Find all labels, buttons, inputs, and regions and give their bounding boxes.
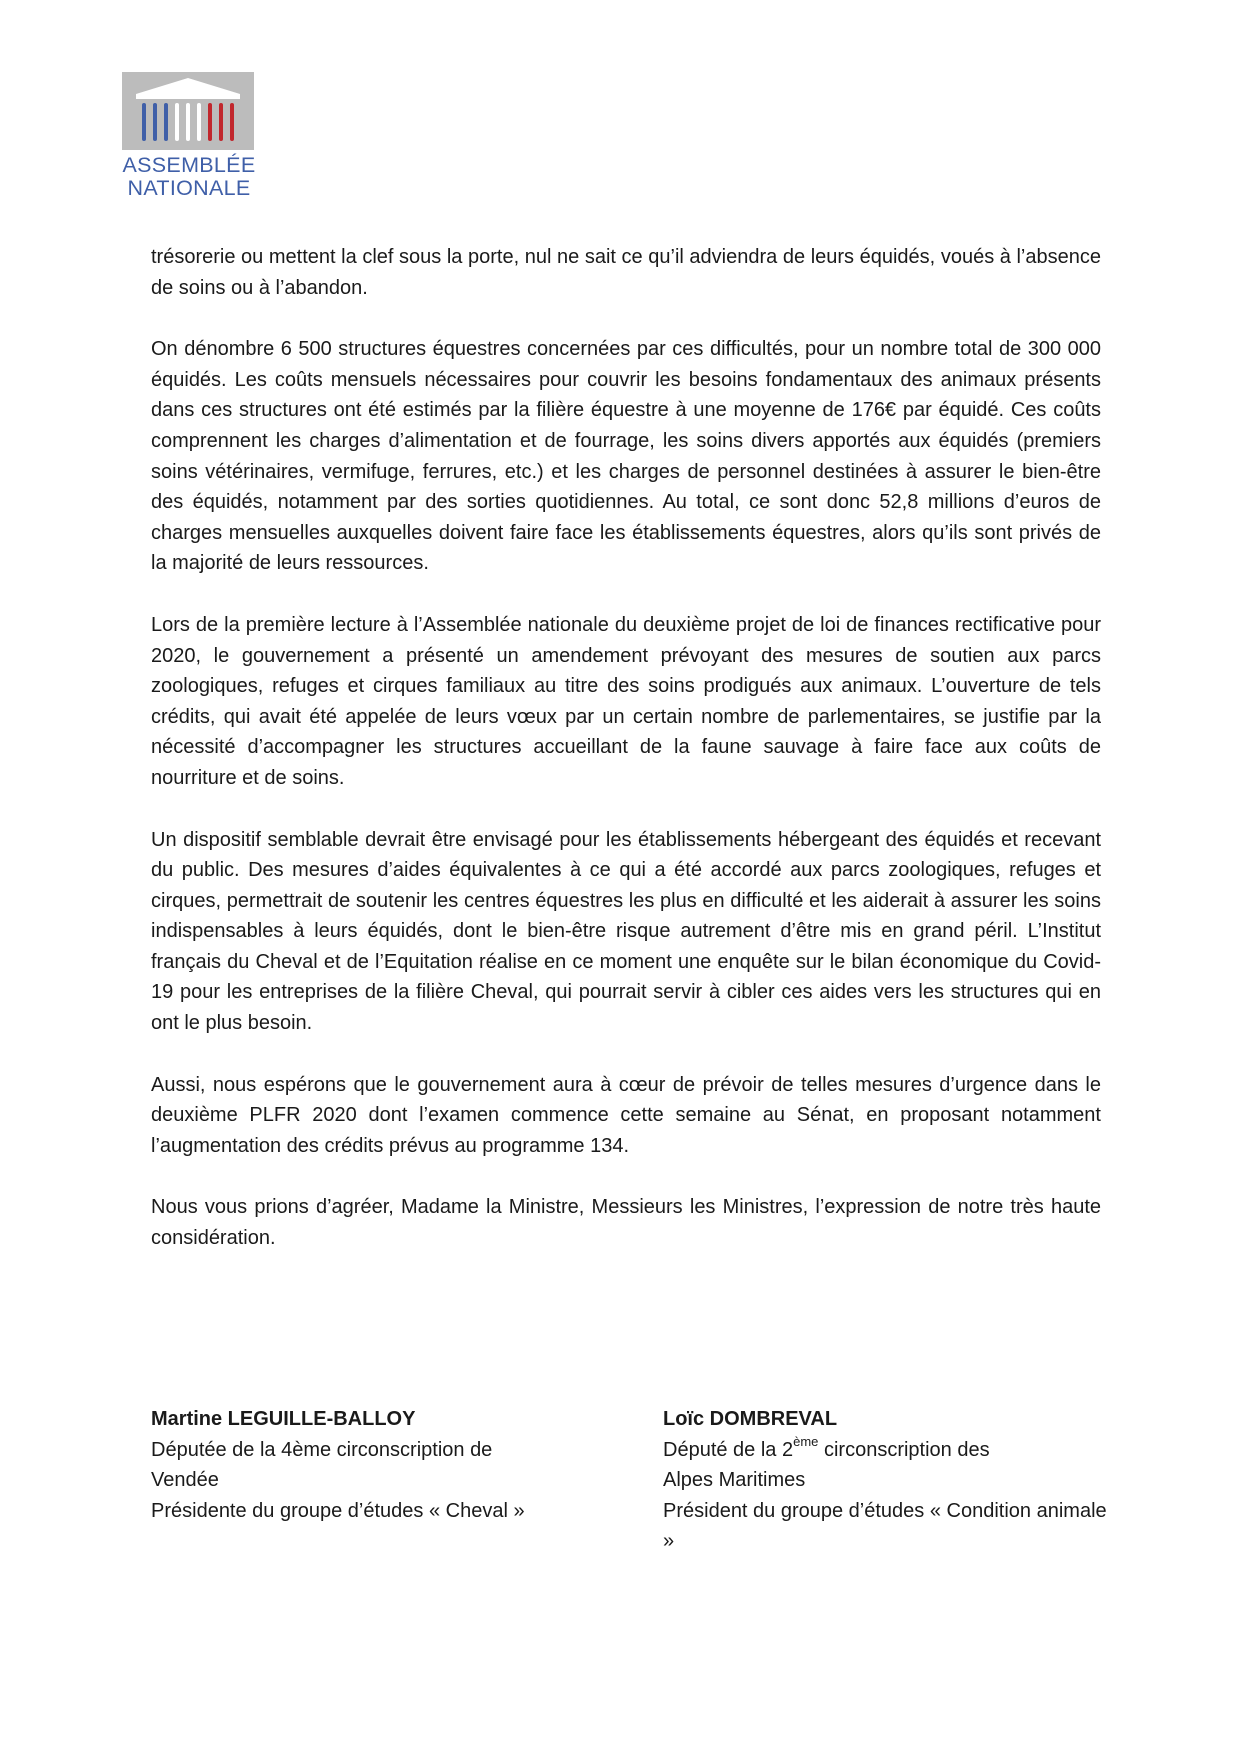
role-right-1-sup: ème <box>793 1433 819 1449</box>
signatory-role-right-2: Alpes Maritimes <box>663 1469 806 1492</box>
assemblee-nationale-logo <box>122 72 256 200</box>
signatory-role-left-3: Présidente du groupe d’études « Cheval » <box>151 1499 525 1522</box>
letter-body <box>151 242 1101 1285</box>
paragraph-5: Aussi, nous espérons que le gouvernement aura à cœur de prévoir de telles mesures d’urgence dans le deuxième PLFR 2020 dont l’examen commence cette semaine au Sénat, en proposant notamment l’augmentation des crédits prévus au programme 134. <box>151 1073 1101 1157</box>
role-right-1-pre: Député de la 2 <box>663 1438 794 1461</box>
signatory-role-right-1 <box>663 1435 1113 1466</box>
paragraph-2: On dénombre 6 500 structures équestres concernées par ces difficultés, pour un nombre total de 300 000 équidés. Les coûts mensuels nécessaires pour couvrir les besoins fondamentaux des animaux présents dans ces structures ont été estimés par la filière équestre à une moyenne de 176€ par équidé. Ces coûts comprennent les charges d’alimentation et de fourrage, les soins divers apportés aux équidés (premiers soins vétérinaires, vermifuge, ferrures, etc.) et les charges de personnel destinées à assurer le bien-être des équidés, notamment par des sorties quotidiennes. Au total, ce sont donc 52,8 millions d’euros de charges mensuelles auxquelles doivent faire face les établissements équestres, alors qu’ils sont privés de la majorité de leurs ressources. <box>151 338 1101 575</box>
signatory-role-left-2: Vendée <box>151 1469 219 1492</box>
signatory-name-right: Loïc DOMBREVAL <box>663 1408 838 1430</box>
hemicycle-emblem-icon <box>122 72 254 150</box>
paragraph-closing: Nous vous prions d’agréer, Madame la Ministre, Messieurs les Ministres, l’expression de notre très haute considération. <box>151 1196 1101 1250</box>
paragraph-3: Lors de la première lecture à l’Assemblée nationale du deuxième projet de loi de finances rectificative pour 2020, le gouvernement a présenté un amendement prévoyant des mesures de soutien aux parcs zoologiques, refuges et cirques familiaux au titre des soins prodigués aux animaux. L’ouverture de tels crédits, qui avait été appelée de leurs vœux par un certain nombre de parlementaires, se justifie par la nécessité d’accompagner les structures accueillant de la faune sauvage à faire face aux coûts de nourriture et de soins. <box>151 613 1101 789</box>
logo-line-2: NATIONALE <box>127 176 251 200</box>
signatory-role-right-3: Président du groupe d’études « Condition animale » <box>663 1499 1107 1553</box>
paragraph-1: trésorerie ou mettent la clef sous la porte, nul ne sait ce qu’il adviendra de leurs équidés, voués à l’absence de soins ou à l’abandon. <box>151 246 1101 299</box>
logo-text <box>122 154 256 200</box>
signatory-role-left-1: Députée de la 4ème circonscription de <box>151 1438 493 1461</box>
logo-line-1: ASSEMBLÉE <box>122 153 256 177</box>
signatory-name-left: Martine LEGUILLE-BALLOY <box>151 1408 416 1430</box>
signature-right <box>663 1404 1113 1557</box>
paragraph-4: Un dispositif semblable devrait être envisagé pour les établissements hébergeant des équidés et recevant du public. Des mesures d’aides équivalentes à ce qui a été accordé aux parcs zoologiques, refuges et cirques, permettrait de soutenir les centres équestres les plus en difficulté et les aiderait à assurer les soins indispensables à leurs équidés, dont le bien-être risque autrement d’être mis en grand péril. L’Institut français du Cheval et de l’Equitation réalise en ce moment une enquête sur le bilan économique du Covid-19 pour les entreprises de la filière Cheval, qui pourrait servir à cibler ces aides vers les structures qui en ont le plus besoin. <box>151 828 1101 1035</box>
signature-left <box>151 1404 601 1526</box>
role-right-1-post: circonscription des <box>818 1438 990 1461</box>
